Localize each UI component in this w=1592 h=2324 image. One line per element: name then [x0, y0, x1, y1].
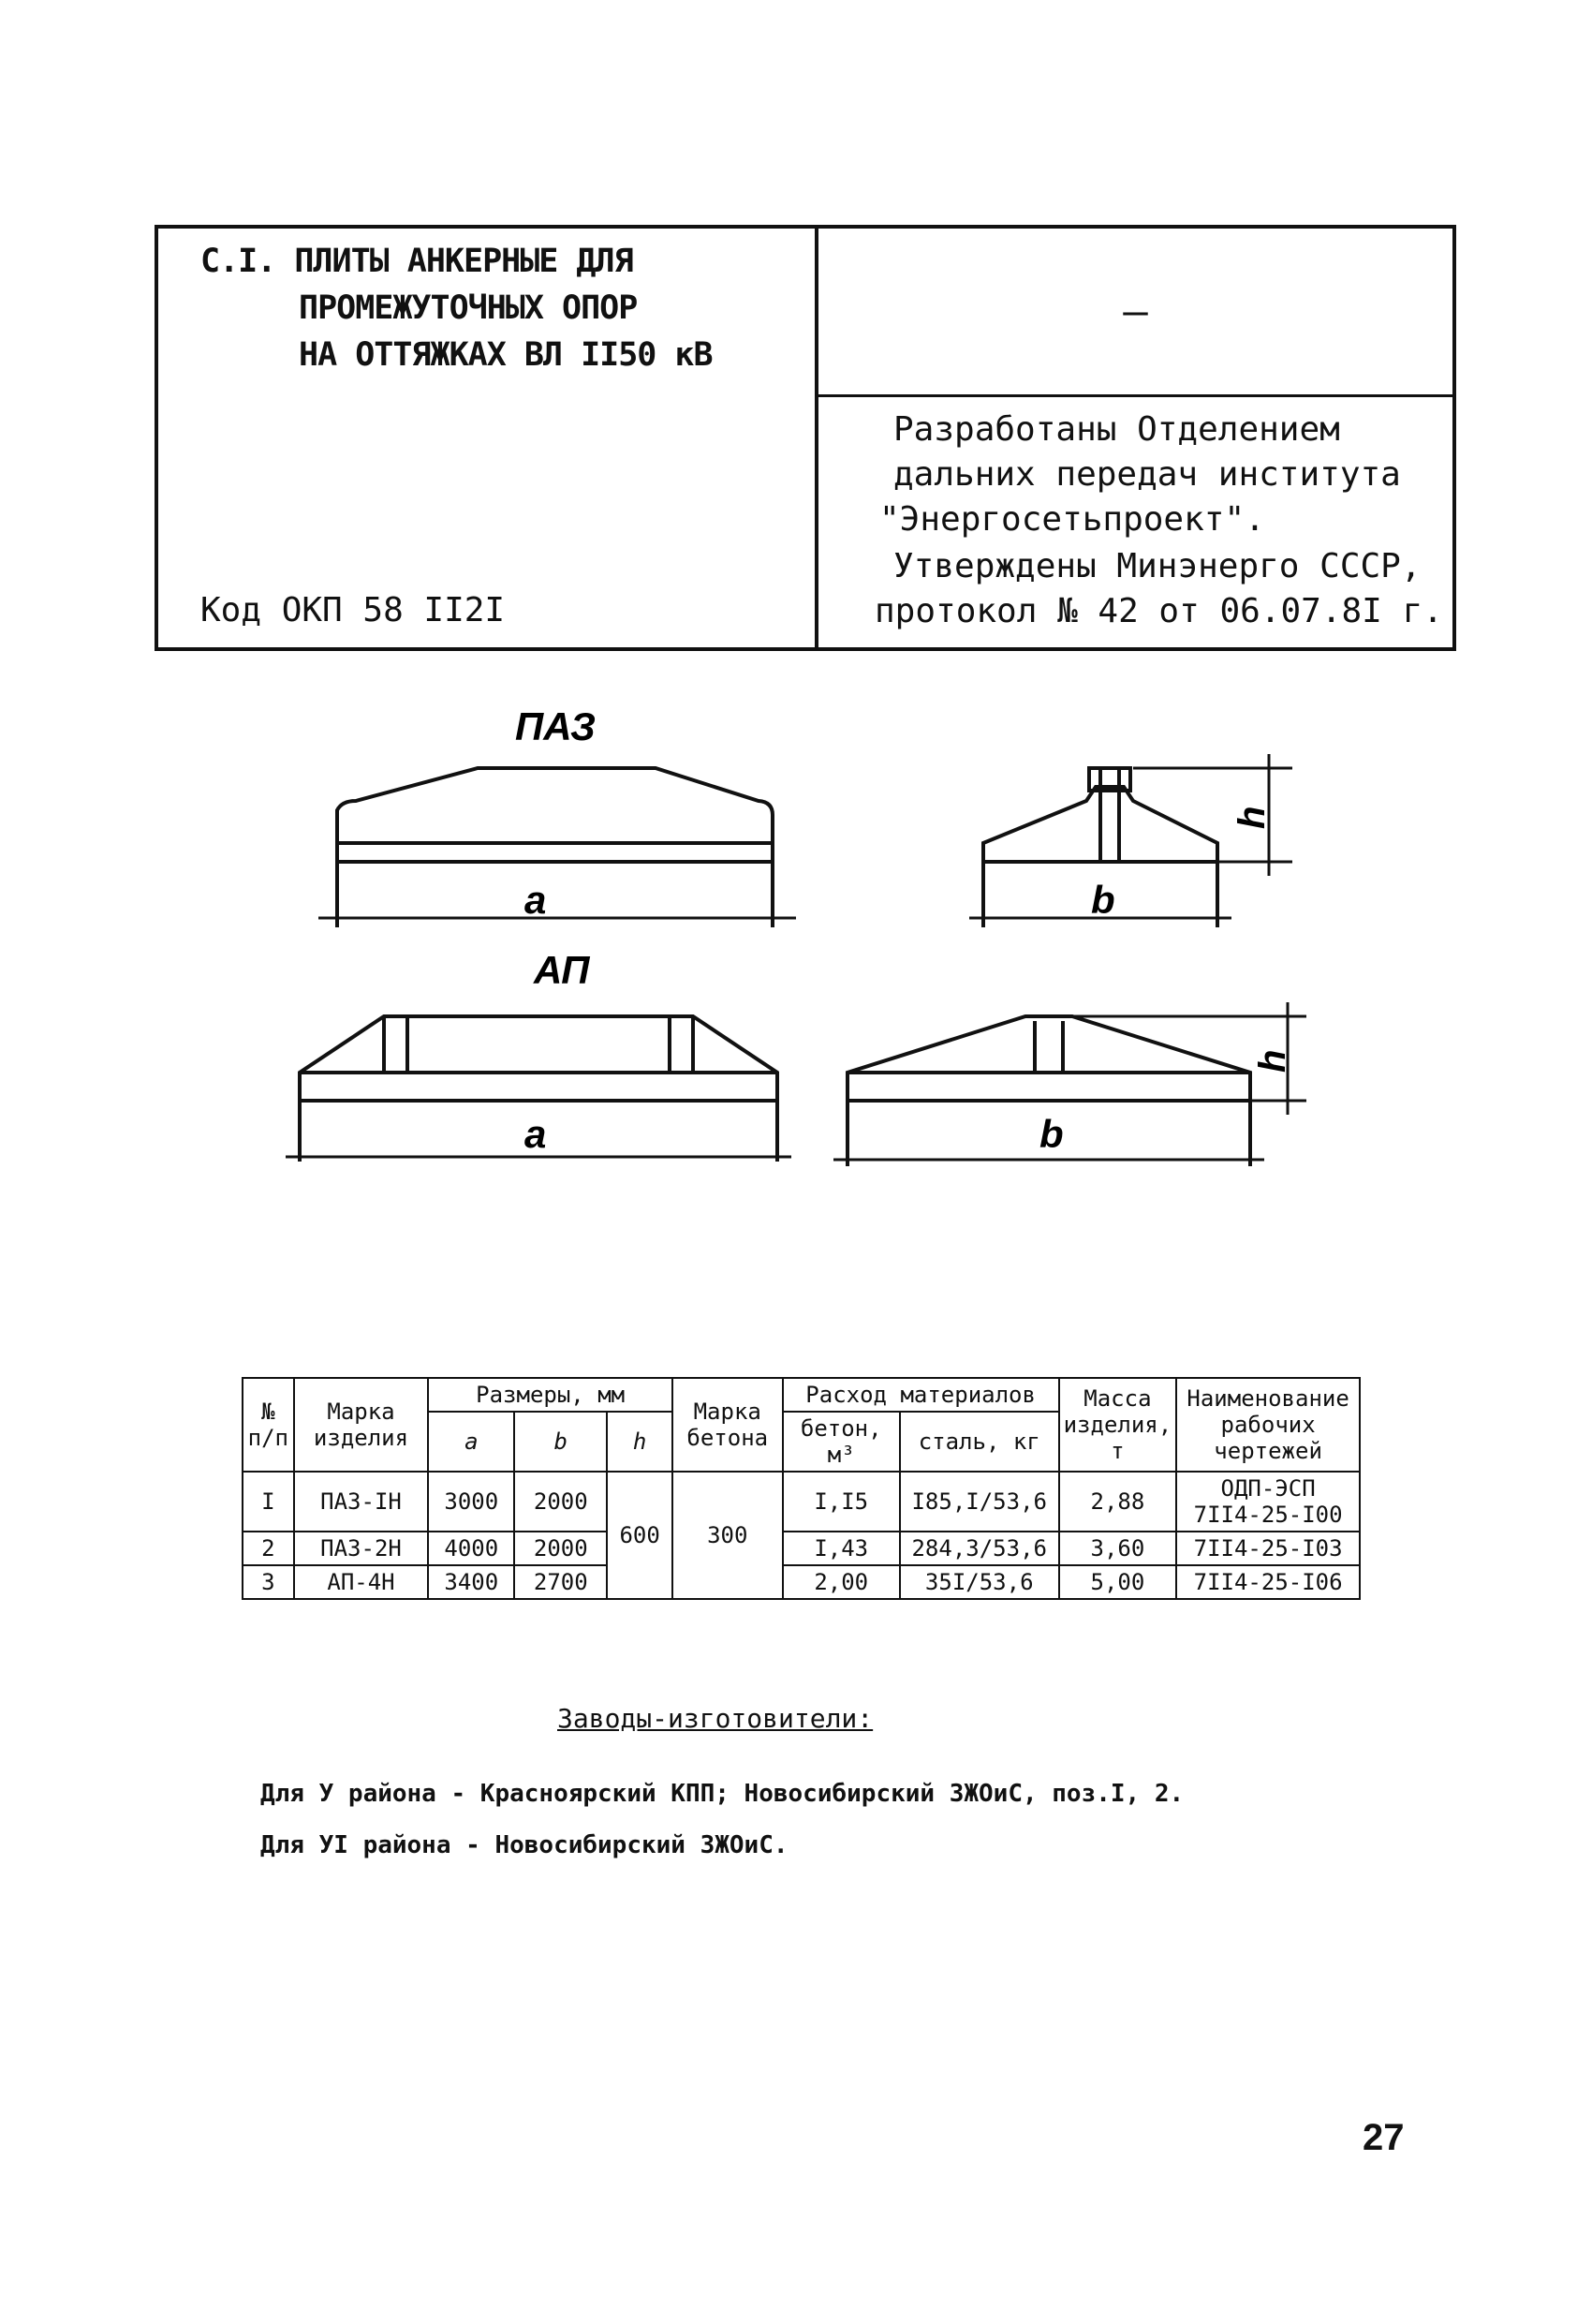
- header-sizes: Размеры, мм: [428, 1378, 671, 1412]
- manufacturers-line-1: Для У района - Красноярский КПП; Новосибирский ЗЖОиС, поз.I, 2.: [260, 1780, 1185, 1808]
- header-number: № п/п: [243, 1378, 294, 1472]
- ap-dim-b: b: [1039, 1112, 1064, 1156]
- cell-steel: 35I/53,6: [900, 1565, 1059, 1599]
- paz-dim-b: b: [1091, 878, 1115, 922]
- cell-drawing: ОДП-ЭСП 7II4-25-I00: [1176, 1472, 1360, 1532]
- specification-table: [242, 1377, 1361, 1600]
- cell-mass: 3,60: [1059, 1532, 1177, 1565]
- empty-dash: —: [1123, 288, 1148, 335]
- header-a: a: [428, 1412, 514, 1472]
- cell-number: 2: [243, 1532, 294, 1565]
- cell-drawing: 7II4-25-I03: [1176, 1532, 1360, 1565]
- cell-a: 3400: [428, 1565, 514, 1599]
- header-drawings: Наименование рабочих чертежей: [1176, 1378, 1360, 1472]
- table-row: [243, 1565, 1360, 1599]
- header-mass: Масса изделия, т: [1059, 1378, 1177, 1472]
- cell-mark: ПАЗ-2Н: [294, 1532, 429, 1565]
- document-title-line-2: ПРОМЕЖУТОЧНЫХ ОПОР: [299, 289, 638, 327]
- okp-code: Код ОКП 58 II2I: [200, 591, 506, 629]
- cell-a: 4000: [428, 1532, 514, 1565]
- ap-label: АП: [534, 948, 590, 992]
- cell-drawing: 7II4-25-I06: [1176, 1565, 1360, 1599]
- cell-mark: АП-4Н: [294, 1565, 429, 1599]
- developer-line-2: дальних передач института: [893, 455, 1401, 494]
- ap-side-view: [833, 1002, 1306, 1166]
- header-h: h: [607, 1412, 671, 1472]
- paz-dim-a: a: [524, 878, 547, 922]
- header-concrete-grade: Марка бетона: [672, 1378, 783, 1472]
- developer-line-3: "Энергосетьпроект".: [879, 500, 1265, 539]
- header-materials: Расход материалов: [783, 1378, 1059, 1412]
- header-b: b: [514, 1412, 607, 1472]
- developer-line-5: протокол № 42 от 06.07.8I г.: [875, 592, 1443, 630]
- cell-concrete-grade-common: 300: [672, 1472, 783, 1599]
- developer-line-4: Утверждены Минэнерго СССР,: [893, 547, 1422, 585]
- cell-mass: 2,88: [1059, 1472, 1177, 1532]
- header-steel: сталь, кг: [900, 1412, 1059, 1472]
- cell-steel: 284,3/53,6: [900, 1532, 1059, 1565]
- page-number: 27: [1363, 2117, 1405, 2158]
- cell-concrete: 2,00: [783, 1565, 900, 1599]
- paz-dim-h: h: [1231, 806, 1273, 829]
- cell-steel: I85,I/53,6: [900, 1472, 1059, 1532]
- cell-b: 2000: [514, 1472, 607, 1532]
- table-row: [243, 1472, 1360, 1532]
- manufacturers-heading: Заводы-изготовители:: [557, 1703, 874, 1734]
- cell-number: I: [243, 1472, 294, 1532]
- paz-side-view: [969, 754, 1292, 927]
- header-concrete: бетон, м³: [783, 1412, 900, 1472]
- cell-b: 2000: [514, 1532, 607, 1565]
- document-title-line-1: С.I. ПЛИТЫ АНКЕРНЫЕ ДЛЯ: [200, 243, 633, 280]
- table-row: [243, 1532, 1360, 1565]
- paz-label: ПАЗ: [515, 704, 596, 748]
- paz-front-view: [318, 768, 796, 927]
- ap-dim-h: h: [1252, 1049, 1293, 1073]
- cell-h-common: 600: [607, 1472, 671, 1599]
- cell-mass: 5,00: [1059, 1565, 1177, 1599]
- header-mark: Марка изделия: [294, 1378, 429, 1472]
- developer-line-1: Разработаны Отделением: [893, 410, 1340, 449]
- cell-b: 2700: [514, 1565, 607, 1599]
- cell-number: 3: [243, 1565, 294, 1599]
- cell-concrete: I,43: [783, 1532, 900, 1565]
- manufacturers-line-2: Для УI района - Новосибирский ЗЖОиС.: [260, 1831, 789, 1859]
- cell-concrete: I,I5: [783, 1472, 900, 1532]
- document-title-line-3: НА ОТТЯЖКАХ ВЛ II50 кВ: [299, 336, 713, 374]
- ap-dim-a: a: [524, 1112, 547, 1156]
- cell-a: 3000: [428, 1472, 514, 1532]
- cell-mark: ПАЗ-IН: [294, 1472, 429, 1532]
